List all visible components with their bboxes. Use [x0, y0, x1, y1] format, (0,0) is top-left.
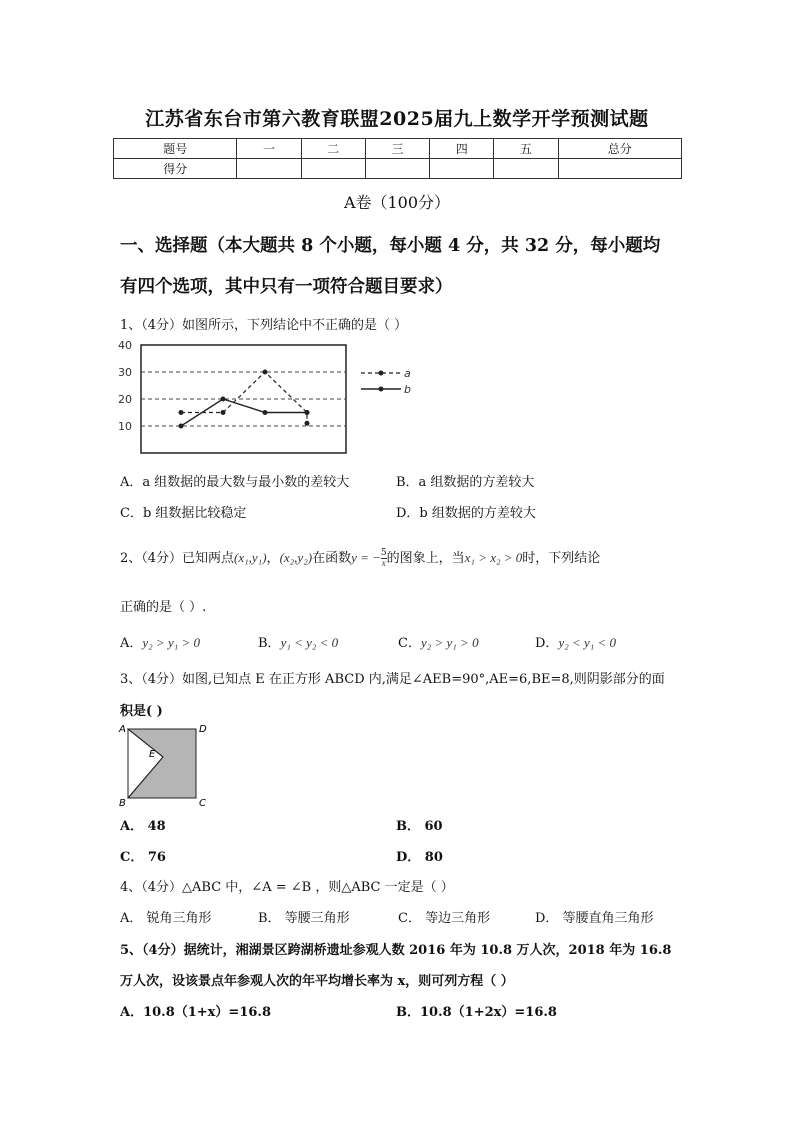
score-input-cell[interactable] — [365, 159, 429, 179]
q1-option-b[interactable]: B．a 组数据的方差较大 — [396, 475, 535, 490]
score-input-cell[interactable] — [237, 159, 301, 179]
series-a-point — [263, 370, 268, 375]
score-table-cell: 题号 — [114, 139, 237, 159]
score-table-cell: 得分 — [114, 159, 237, 179]
q2-option-d-text: y₂ < y₁ < 0 — [558, 635, 617, 650]
legend-b-marker — [379, 387, 384, 392]
q2-option-a-label: A． — [120, 636, 143, 651]
q2-stem-text: 时，下列结论 — [522, 551, 601, 566]
score-input-cell[interactable] — [301, 159, 365, 179]
q2-separator: ， — [266, 551, 280, 566]
q3-option-a[interactable]: A． 48 — [120, 819, 166, 834]
q5-stem-line2: 万人次，设该景点年参观人次的年平均增长率为 x，则可列方程（ ） — [120, 974, 514, 989]
q2-stem-line1 — [120, 547, 600, 568]
series-a-point — [305, 421, 310, 426]
q4-stem: 4、（4分）△ABC 中，∠A = ∠B ，则△ABC 一定是（ ） — [120, 880, 454, 895]
y-tick-label: 30 — [118, 366, 132, 379]
q4-option-b[interactable]: B． 等腰三角形 — [258, 911, 350, 926]
vertex-label-e: E — [149, 749, 156, 760]
q2-point-2: (x₂,y₂) — [279, 550, 313, 565]
legend-a-label: a — [404, 367, 411, 380]
q2-option-d-label: D． — [535, 636, 559, 651]
q4-option-a[interactable]: A． 锐角三角形 — [120, 911, 212, 926]
page-title: 江苏省东台市第六教育联盟2025届九上数学开学预测试题 — [145, 108, 649, 130]
q2-frac-denominator: x — [381, 558, 386, 568]
q1-line-chart — [116, 340, 416, 455]
q3-stem-line2: 积是( ) — [120, 704, 163, 719]
series-b-line — [181, 399, 307, 426]
section-heading-line1: 一、选择题（本大题共 8 个小题，每小题 4 分，共 32 分，每小题均 — [120, 236, 661, 256]
score-table-cell: 一 — [237, 139, 301, 159]
series-a-point — [221, 410, 226, 415]
y-tick-label: 10 — [118, 420, 132, 433]
q2-point-1: (x₁,y₁) — [234, 550, 267, 565]
q3-square-figure — [116, 720, 216, 812]
series-b-point — [179, 424, 184, 429]
q3-option-d[interactable]: D． 80 — [396, 850, 443, 865]
q2-stem-text: 的图象上，当 — [386, 551, 465, 566]
score-table-score-row — [114, 159, 682, 179]
score-table-cell: 五 — [494, 139, 558, 159]
q1-option-a[interactable]: A．a 组数据的最大数与最小数的差较大 — [120, 475, 350, 490]
series-a-point — [179, 410, 184, 415]
q2-option-d[interactable] — [535, 632, 616, 651]
q3-stem-line1: 3、（4分）如图,已知点 E 在正方形 ABCD 内,满足∠AEB=90°,AE=6,BE=8,则阴影部分的面 — [120, 672, 665, 687]
vertex-label-d: D — [199, 724, 207, 735]
score-table-cell: 总分 — [558, 139, 681, 159]
series-b-point — [263, 410, 268, 415]
q2-option-c-label: C． — [398, 636, 421, 651]
legend-b-label: b — [404, 383, 411, 396]
q2-stem-line2: 正确的是（ ）. — [120, 600, 207, 615]
vertex-label-b: B — [119, 798, 126, 809]
q2-option-b-text: y₁ < y₂ < 0 — [280, 635, 339, 650]
q3-option-c[interactable]: C． 76 — [120, 850, 166, 865]
q1-option-d[interactable]: D．b 组数据的方差较大 — [396, 506, 536, 521]
q4-option-c[interactable]: C． 等边三角形 — [398, 911, 491, 926]
q2-condition: x₁ > x₂ > 0 — [464, 550, 523, 565]
q2-option-a[interactable] — [120, 632, 200, 651]
score-table-cell: 二 — [301, 139, 365, 159]
q2-option-c[interactable] — [398, 632, 479, 651]
q5-option-a[interactable]: A．10.8（1+x）=16.8 — [120, 1005, 271, 1020]
volume-heading: A卷（100分） — [343, 193, 451, 212]
score-input-cell[interactable] — [558, 159, 681, 179]
score-table-header-row — [114, 139, 682, 159]
q2-function: y = − — [351, 550, 381, 565]
q2-option-b-label: B． — [258, 636, 281, 651]
q2-stem-text: 在函数 — [312, 551, 352, 566]
vertex-label-c: C — [199, 798, 206, 809]
series-b-point — [221, 397, 226, 402]
q3-option-b[interactable]: B． 60 — [396, 819, 443, 834]
series-a-line — [181, 372, 307, 423]
q1-option-c[interactable]: C．b 组数据比较稳定 — [120, 506, 247, 521]
q2-option-b[interactable] — [258, 632, 338, 651]
y-tick-label: 40 — [118, 340, 132, 352]
q2-stem-text: 2、（4分）已知两点 — [120, 551, 235, 566]
score-table-cell: 四 — [430, 139, 494, 159]
vertex-label-a: A — [119, 724, 126, 735]
score-table — [113, 138, 682, 179]
q5-option-b[interactable]: B．10.8（1+2x）=16.8 — [396, 1005, 557, 1020]
q4-option-d[interactable]: D． 等腰直角三角形 — [535, 911, 654, 926]
legend-a-marker — [379, 371, 384, 376]
q2-option-c-text: y₂ > y₁ > 0 — [420, 635, 479, 650]
q1-stem: 1、（4分）如图所示，下列结论中不正确的是（ ） — [120, 318, 408, 333]
shaded-region — [128, 729, 196, 798]
score-input-cell[interactable] — [494, 159, 558, 179]
q2-option-a-text: y₂ > y₁ > 0 — [142, 635, 201, 650]
series-b-point — [305, 410, 310, 415]
score-input-cell[interactable] — [430, 159, 494, 179]
y-tick-label: 20 — [118, 393, 132, 406]
score-table-cell: 三 — [365, 139, 429, 159]
q5-stem-line1: 5、（4分）据统计，湘湖景区跨湖桥遗址参观人数 2016 年为 10.8 万人次，2018 年为 16.8 — [120, 943, 672, 958]
q2-frac-numerator: 5 — [380, 548, 387, 558]
section-heading-line2: 有四个选项，其中只有一项符合题目要求） — [120, 277, 453, 297]
